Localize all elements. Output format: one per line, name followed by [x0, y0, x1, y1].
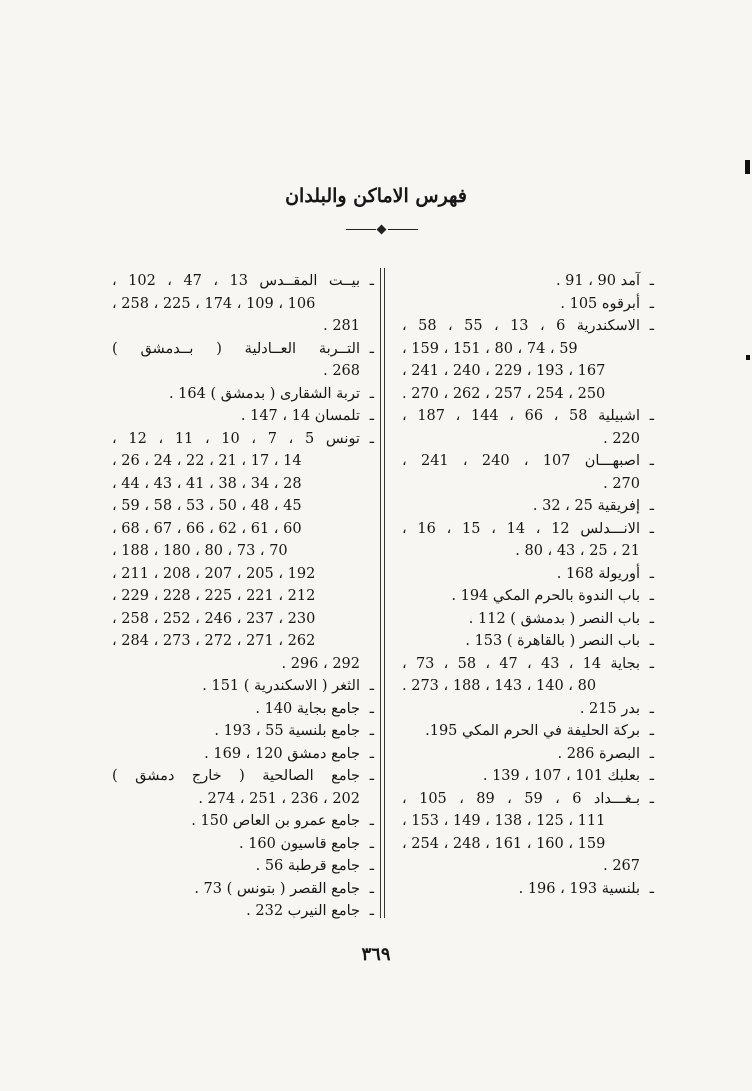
- index-entry: [112, 810, 374, 833]
- entry-text: 292 ، 296 .: [281, 655, 360, 672]
- entry-text: جامع قرطبة 56 .: [255, 858, 360, 874]
- entry-text: اشبيلية 58 ، 66 ، 144 ، 187 ،: [402, 408, 640, 424]
- entry-dash: ـ: [369, 858, 374, 874]
- index-entry: [112, 855, 374, 878]
- index-entry: [402, 630, 654, 653]
- entry-dash: ـ: [649, 880, 654, 897]
- entry-dash: ـ: [649, 318, 654, 334]
- index-entry: [402, 810, 654, 833]
- entry-dash: ـ: [369, 768, 374, 784]
- entry-text: بـغـــداد 6 ، 59 ، 89 ، 105 ،: [402, 790, 641, 807]
- scan-edge-mark: [745, 160, 750, 174]
- entry-dash: ـ: [649, 700, 654, 717]
- entry-text: 106 ، 109 ، 174 ، 225 ، 258 ،: [112, 295, 316, 312]
- index-entry: [402, 360, 654, 383]
- entry-dash: ـ: [649, 588, 654, 604]
- entry-text: باب النصر ( بالقاهرة ) 153 .: [465, 633, 640, 649]
- index-entry: [112, 630, 374, 653]
- entry-dash: ـ: [649, 453, 654, 469]
- index-entry: [112, 563, 374, 586]
- entry-text: تربة الشقارى ( بدمشق ) 164 .: [168, 385, 360, 402]
- index-entry: [402, 383, 654, 406]
- entry-text: 70 ، 73 ، 80 ، 180 ، 188 ،: [112, 543, 288, 559]
- index-entry: [112, 675, 374, 698]
- entry-dash: ـ: [649, 520, 654, 537]
- entry-text: 111 ، 125 ، 138 ، 149 ، 153 ،: [402, 813, 606, 829]
- entry-text: 212 ، 221 ، 225 ، 228 ، 229 ،: [112, 588, 316, 604]
- index-entry: [402, 855, 654, 878]
- entry-text: إفريقية 25 ، 32 .: [532, 498, 640, 514]
- entry-dash: ـ: [649, 610, 654, 627]
- entry-text: 220 .: [603, 430, 640, 447]
- entry-text: بعلبك 101 ، 107 ، 139 .: [482, 768, 640, 784]
- entry-text: باب النصر ( بدمشق ) 112 .: [468, 610, 640, 627]
- entry-text: 281 .: [323, 318, 360, 334]
- scan-edge-mark: [746, 355, 750, 360]
- entry-text: 192 ، 205 ، 207 ، 208 ، 211 ،: [112, 565, 316, 582]
- entry-text: 159 ، 160 ، 161 ، 248 ، 254 ،: [402, 835, 606, 852]
- index-entry: [402, 338, 654, 361]
- index-entry: [112, 585, 374, 608]
- index-entry: [112, 270, 374, 293]
- index-column-left: [112, 270, 374, 923]
- entry-text: 60 ، 61 ، 62 ، 66 ، 67 ، 68 ،: [112, 520, 302, 537]
- index-entry: [402, 788, 654, 811]
- entry-dash: ـ: [369, 813, 374, 829]
- index-entry: [112, 473, 374, 496]
- index-entry: [112, 518, 374, 541]
- index-entry: [402, 405, 654, 428]
- entry-text: 45 ، 48 ، 50 ، 53 ، 58 ، 59 ،: [112, 498, 302, 514]
- index-entry: [112, 698, 374, 721]
- entry-dash: ـ: [369, 903, 374, 919]
- index-entry: [402, 428, 654, 451]
- column-divider: [380, 268, 386, 918]
- entry-dash: ـ: [649, 745, 654, 762]
- index-entry: [402, 270, 654, 293]
- entry-text: الانـــدلس 12 ، 14 ، 15 ، 16 ،: [402, 520, 640, 537]
- index-entry: [112, 608, 374, 631]
- index-entry: [402, 878, 654, 901]
- entry-dash: ـ: [649, 565, 654, 582]
- index-entry: [402, 585, 654, 608]
- entry-dash: ـ: [369, 700, 374, 717]
- page-title: فهرس الاماكن والبلدان: [285, 185, 467, 207]
- entry-dash: ـ: [369, 880, 374, 897]
- entry-text: البصرة 286 .: [557, 745, 640, 762]
- index-entry: [112, 720, 374, 743]
- entry-text: 28 ، 34 ، 38 ، 41 ، 43 ، 44 ،: [112, 475, 302, 492]
- index-entry: [402, 743, 654, 766]
- entry-text: باب الندوة بالحرم المكي 194 .: [451, 588, 640, 604]
- index-entry: [112, 653, 374, 676]
- index-entry: [402, 450, 654, 473]
- entry-dash: ـ: [369, 430, 374, 447]
- entry-text: 230 ، 237 ، 246 ، 252 ، 258 ،: [112, 610, 316, 627]
- index-entry: [112, 833, 374, 856]
- index-entry: [402, 563, 654, 586]
- index-entry: [402, 315, 654, 338]
- entry-text: جامع القصر ( بتونس ) 73 .: [194, 880, 360, 897]
- title-ornament: [346, 226, 418, 234]
- entry-text: جامع بجاية 140 .: [255, 700, 360, 717]
- entry-dash: ـ: [649, 768, 654, 784]
- entry-dash: ـ: [369, 273, 374, 289]
- entry-dash: ـ: [649, 633, 654, 649]
- entry-text: 268 .: [323, 363, 360, 379]
- entry-text: جامع النيرب 232 .: [246, 903, 360, 919]
- entry-dash: ـ: [649, 655, 654, 672]
- entry-dash: ـ: [649, 273, 654, 289]
- index-entry: [402, 473, 654, 496]
- entry-text: 14 ، 17 ، 21 ، 22 ، 24 ، 26 ،: [112, 453, 302, 469]
- entry-text: بلنسية 193 ، 196 .: [518, 880, 640, 897]
- entry-text: الاسكندرية 6 ، 13 ، 55 ، 58 ،: [402, 318, 640, 334]
- index-entry: [112, 878, 374, 901]
- entry-dash: ـ: [649, 295, 654, 312]
- entry-text: أبرقوه 105 .: [560, 295, 640, 312]
- index-entry: [402, 698, 654, 721]
- index-entry: [112, 293, 374, 316]
- entry-text: 250 ، 254 ، 257 ، 262 ، 270 .: [402, 385, 606, 402]
- entry-dash: ـ: [649, 790, 654, 807]
- index-entry: [112, 540, 374, 563]
- entry-text: 21 ، 25 ، 43 ، 80 .: [515, 543, 640, 559]
- entry-text: الثغر ( الاسكندرية ) 151 .: [202, 678, 360, 694]
- index-entry: [402, 495, 654, 518]
- index-entry: [402, 833, 654, 856]
- index-entry: [402, 653, 654, 676]
- index-entry: [402, 720, 654, 743]
- entry-text: آمد 90 ، 91 .: [555, 273, 640, 289]
- page-number: ٣٦٩: [361, 944, 391, 965]
- index-entry: [112, 383, 374, 406]
- entry-dash: ـ: [369, 408, 374, 424]
- entry-text: جامع عمرو بن العاص 150 .: [191, 813, 360, 829]
- entry-dash: ـ: [649, 408, 654, 424]
- entry-text: جامع دمشق 120 ، 169 .: [204, 745, 360, 762]
- entry-text: بيــت المقــدس 13 ، 47 ، 102 ،: [112, 273, 360, 289]
- index-entry: [112, 743, 374, 766]
- entry-text: التــربة العــادلية ( بــدمشق ): [112, 340, 360, 357]
- entry-dash: ـ: [369, 723, 374, 739]
- index-entry: [402, 608, 654, 631]
- index-entry: [402, 293, 654, 316]
- index-entry: [402, 540, 654, 563]
- entry-dash: ـ: [649, 723, 654, 739]
- index-column-right: [402, 270, 654, 900]
- entry-text: جامع قاسيون 160 .: [238, 835, 360, 852]
- index-entry: [112, 428, 374, 451]
- entry-text: أوريولة 168 .: [556, 565, 640, 582]
- index-entry: [112, 338, 374, 361]
- index-entry: [112, 495, 374, 518]
- entry-text: جامع بلنسية 55 ، 193 .: [214, 723, 360, 739]
- entry-dash: ـ: [369, 745, 374, 762]
- entry-text: جامع الصالحية ( خارج دمشق ): [112, 768, 360, 784]
- index-entry: [112, 450, 374, 473]
- index-entry: [402, 518, 654, 541]
- index-entry: [112, 765, 374, 788]
- entry-text: تلمسان 14 ، 147 .: [240, 408, 360, 424]
- entry-text: بجاية 14 ، 43 ، 47 ، 58 ، 73 ،: [402, 655, 640, 672]
- index-entry: [112, 405, 374, 428]
- entry-text: بركة الحليفة في الحرم المكي 195.: [425, 723, 640, 739]
- index-entry: [402, 675, 654, 698]
- entry-dash: ـ: [369, 340, 374, 357]
- entry-dash: ـ: [649, 498, 654, 514]
- entry-text: 202 ، 236 ، 251 ، 274 .: [198, 790, 360, 807]
- entry-text: بدر 215 .: [579, 700, 640, 717]
- index-entry: [112, 900, 374, 923]
- entry-text: تونس 5 ، 7 ، 10 ، 11 ، 12 ،: [112, 430, 360, 447]
- entry-dash: ـ: [369, 835, 374, 852]
- entry-text: 167 ، 193 ، 229 ، 240 ، 241 ،: [402, 363, 606, 379]
- entry-dash: ـ: [369, 385, 374, 402]
- entry-text: 59 ، 74 ، 80 ، 151 ، 159 ،: [402, 340, 578, 357]
- index-entry: [112, 315, 374, 338]
- entry-text: 267 .: [603, 858, 640, 874]
- index-entry: [112, 788, 374, 811]
- entry-dash: ـ: [369, 678, 374, 694]
- entry-text: 80 ، 140 ، 143 ، 188 ، 273 .: [402, 678, 597, 694]
- index-entry: [112, 360, 374, 383]
- index-entry: [402, 765, 654, 788]
- entry-text: 270 .: [603, 475, 640, 492]
- entry-text: 262 ، 271 ، 272 ، 273 ، 284 ،: [112, 633, 316, 649]
- entry-text: اصبهـــان 107 ، 240 ، 241 ،: [402, 453, 640, 469]
